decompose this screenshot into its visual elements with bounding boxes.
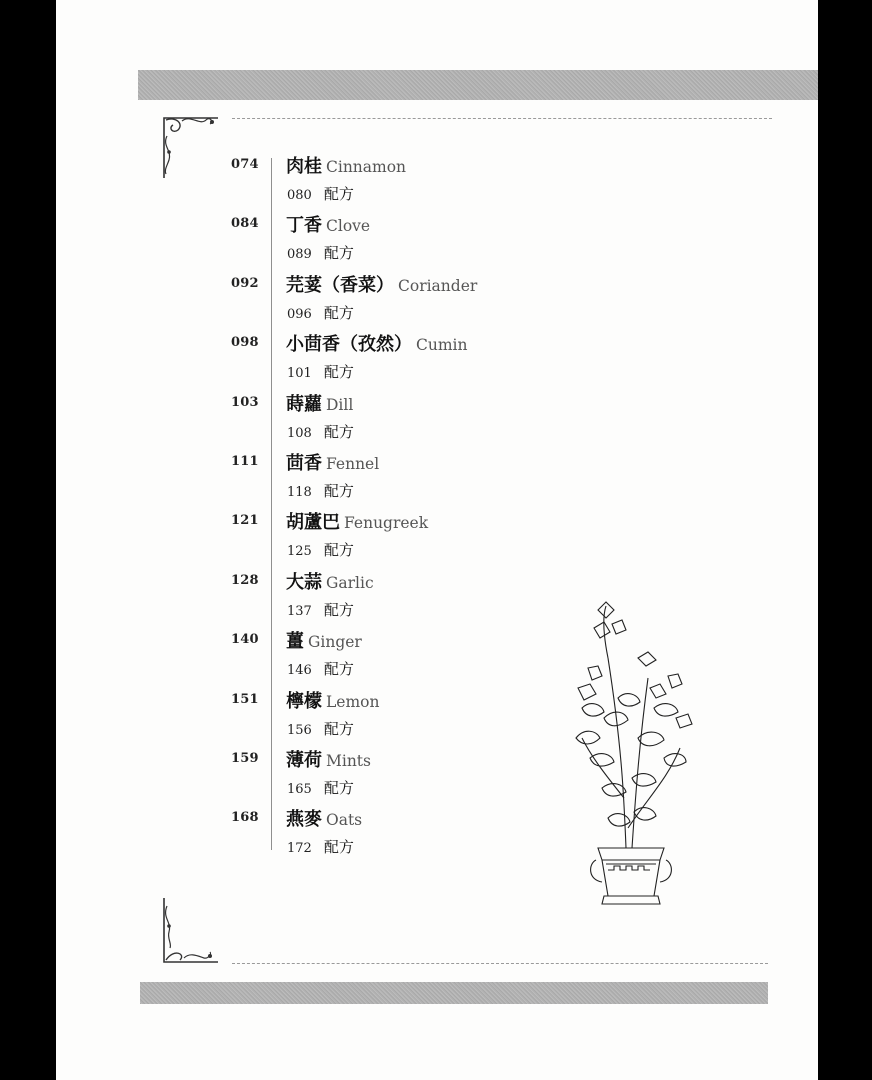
toc-title-chinese: 薑 <box>286 631 304 653</box>
toc-subentry <box>287 302 354 323</box>
toc-page-number: 121 <box>231 513 259 529</box>
toc-entry-title <box>286 805 362 831</box>
toc-subentry-page: 108 <box>287 425 312 441</box>
bottom-dashed-rule <box>232 963 768 964</box>
toc-title-chinese: 蒔蘿 <box>286 393 322 415</box>
toc-entry-title <box>286 449 379 475</box>
toc-title-english: Oats <box>326 811 363 830</box>
toc-subentry <box>287 183 354 204</box>
book-page <box>56 0 818 1080</box>
top-decorative-band <box>138 70 818 100</box>
toc-title-chinese: 小茴香（孜然） <box>286 334 412 356</box>
toc-entry-title <box>286 271 477 297</box>
toc-title-english: Mints <box>326 751 371 770</box>
toc-title-english: Cumin <box>416 336 468 355</box>
toc-subentry <box>287 242 354 263</box>
toc-page-number: 168 <box>231 810 259 826</box>
toc-subentry <box>287 539 354 560</box>
toc-page-number: 111 <box>231 453 259 469</box>
toc-subentry-label: 配方 <box>323 838 354 857</box>
toc-page-number: 103 <box>231 394 259 410</box>
toc-entry <box>216 805 546 864</box>
toc-subentry-page: 080 <box>287 188 312 203</box>
toc-entry <box>216 449 546 508</box>
toc-title-chinese: 芫荽（香菜） <box>286 274 394 296</box>
toc-subentry-label: 配方 <box>323 422 354 441</box>
toc-entry <box>216 627 546 686</box>
toc-title-english: Cinnamon <box>326 158 407 176</box>
toc-entry-title <box>286 627 362 653</box>
toc-title-english: Ginger <box>308 633 362 652</box>
toc-entry <box>216 152 546 211</box>
toc-title-english: Fennel <box>326 454 380 473</box>
toc-subentry-page: 089 <box>287 247 312 263</box>
toc-subentry-page: 101 <box>287 366 312 382</box>
toc-subentry <box>287 421 354 442</box>
toc-title-english: Clove <box>326 217 371 236</box>
toc-title-chinese: 檸檬 <box>286 690 322 712</box>
top-dashed-rule <box>232 118 772 119</box>
top-corner-ornament-icon <box>160 112 222 182</box>
toc-page-number: 074 <box>231 157 259 172</box>
toc-subentry <box>287 658 354 679</box>
toc-subentry-page: 118 <box>287 484 312 500</box>
toc-page-number: 128 <box>231 572 259 588</box>
toc-page-number: 092 <box>231 275 259 291</box>
toc-entry <box>216 687 546 746</box>
toc-entry <box>216 330 546 389</box>
toc-entry-title <box>286 687 379 713</box>
toc-subentry <box>287 718 354 739</box>
bottom-corner-ornament-icon <box>160 896 222 968</box>
toc-subentry <box>287 599 354 620</box>
toc-subentry <box>287 836 354 857</box>
toc-subentry-label: 配方 <box>323 600 354 619</box>
toc-subentry-label: 配方 <box>323 481 354 500</box>
toc-subentry-page: 096 <box>287 306 312 322</box>
toc-title-chinese: 茴香 <box>286 452 322 474</box>
toc-subentry-page: 172 <box>287 841 312 857</box>
toc-subentry-label: 配方 <box>323 363 354 382</box>
toc-entry <box>216 271 546 330</box>
toc-entry-title <box>286 390 353 416</box>
toc-page-number: 084 <box>231 216 259 232</box>
toc-title-english: Lemon <box>326 692 380 711</box>
toc-subentry-label: 配方 <box>323 778 354 797</box>
toc-entry-title <box>286 746 371 772</box>
toc-entry <box>216 508 546 567</box>
toc-entry-title <box>286 568 374 594</box>
toc-title-chinese: 薄荷 <box>286 749 322 771</box>
toc-entry-title <box>286 330 467 356</box>
table-of-contents <box>216 152 546 865</box>
toc-entry <box>216 568 546 627</box>
toc-subentry-page: 125 <box>287 544 312 560</box>
toc-title-english: Fenugreek <box>344 514 429 533</box>
toc-subentry-label: 配方 <box>323 541 354 560</box>
toc-subentry-page: 156 <box>287 722 312 738</box>
toc-page-number: 140 <box>231 632 259 648</box>
toc-page-number: 151 <box>231 691 259 707</box>
toc-subentry-label: 配方 <box>323 185 354 203</box>
toc-subentry <box>287 361 354 382</box>
toc-entry-title <box>286 508 428 534</box>
toc-subentry-label: 配方 <box>323 244 354 263</box>
toc-page-number: 098 <box>231 335 259 351</box>
toc-title-chinese: 大蒜 <box>286 571 322 593</box>
toc-subentry-page: 137 <box>287 603 312 619</box>
toc-title-chinese: 胡蘆巴 <box>286 512 340 534</box>
toc-subentry-page: 146 <box>287 663 312 679</box>
toc-entry <box>216 746 546 805</box>
toc-entry <box>216 390 546 449</box>
toc-entry <box>216 211 546 270</box>
toc-title-chinese: 肉桂 <box>286 156 322 177</box>
potted-plant-illustration-icon <box>568 598 698 916</box>
toc-subentry-label: 配方 <box>323 660 354 679</box>
toc-title-english: Dill <box>326 395 354 414</box>
toc-subentry <box>287 777 354 798</box>
toc-title-english: Coriander <box>398 276 478 295</box>
toc-subentry-label: 配方 <box>323 303 354 322</box>
toc-subentry-label: 配方 <box>323 719 354 738</box>
toc-entry-title <box>286 152 406 178</box>
toc-subentry-page: 165 <box>287 781 312 797</box>
toc-title-chinese: 燕麥 <box>286 809 322 831</box>
toc-subentry <box>287 480 354 501</box>
toc-entry-title <box>286 211 370 237</box>
toc-page-number: 159 <box>231 750 259 766</box>
toc-title-english: Garlic <box>326 573 374 592</box>
toc-title-chinese: 丁香 <box>286 215 322 237</box>
bottom-decorative-band <box>140 982 768 1004</box>
